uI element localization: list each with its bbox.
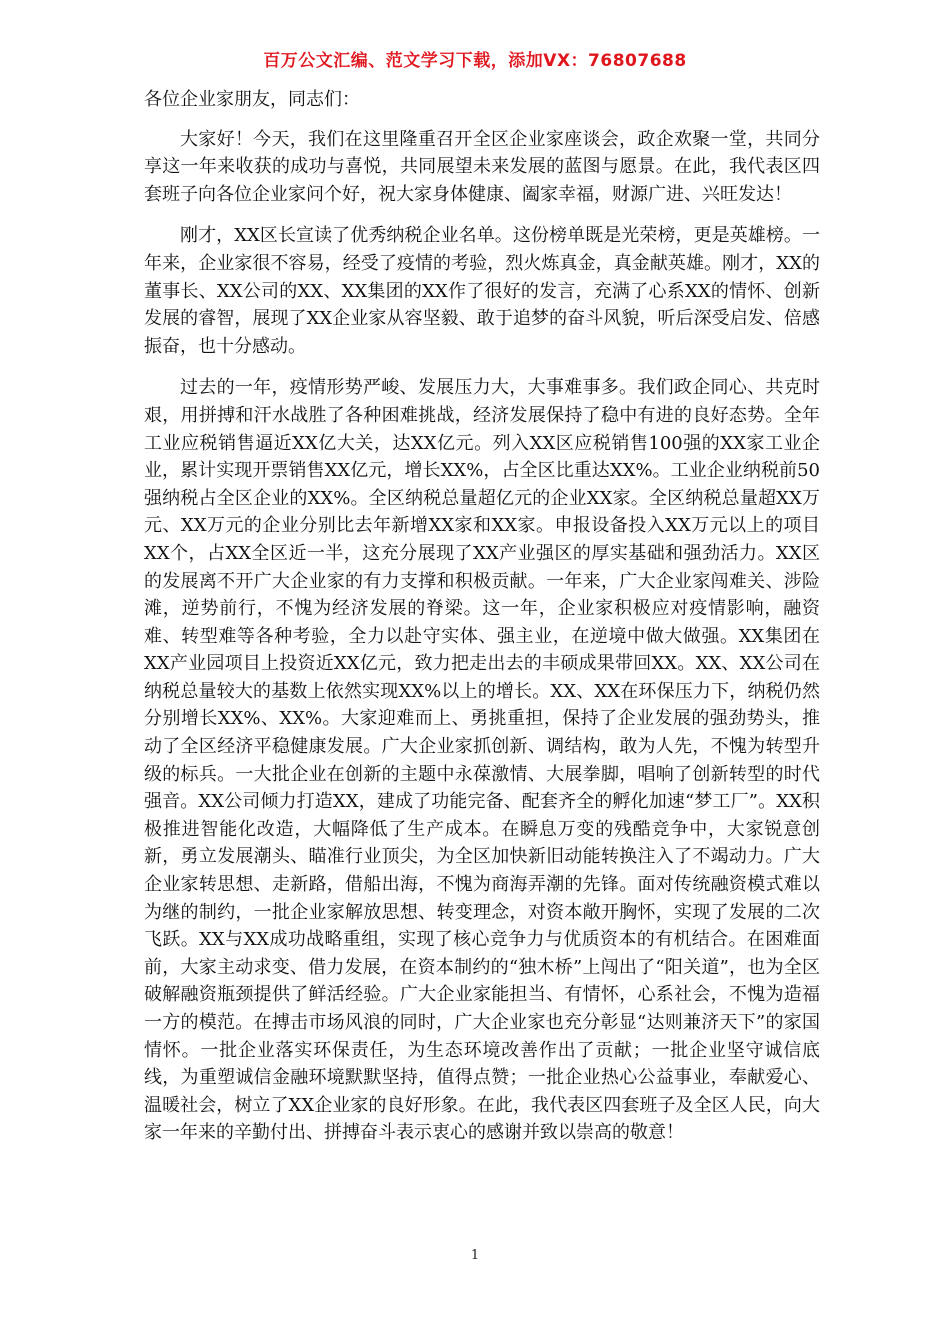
watermark-header: 百万公文汇编、范文学习下载，添加VX：76807688: [263, 51, 687, 71]
document-body: [144, 86, 820, 1161]
page-number: 1: [470, 1248, 480, 1263]
paragraph-honor-list: 刚才，XX区长宣读了优秀纳税企业名单。这份榜单既是光荣榜，更是英雄榜。一年来，企业家很不容易，经受了疫情的考验，烈火炼真金，真金献英雄。刚才，XX的董事长、XX公司的XX、XX集团的XX作了很好的发言，充满了心系XX的情怀、创新发展的睿智，展现了XX企业家从容坚毅、敢于追梦的奋斗风貌，听后深受启发、倍感振奋，也十分感动。: [144, 225, 820, 357]
paragraph-review: 过去的一年，疫情形势严峻、发展压力大，大事难事多。我们政企同心、共克时艰，用拼搏和汗水战胜了各种困难挑战，经济发展保持了稳中有进的良好态势。全年工业应税销售逼近XX亿大关，达XX亿元。列入XX区应税销售100强的XX家工业企业，累计实现开票销售XX亿元，增长XX%，占全区比重达XX%。工业企业纳税前50强纳税占全区企业的XX%。全区纳税总量超亿元的企业XX家。全区纳税总量超XX万元、XX万元的企业分别比去年新增XX家和XX家。申报设备投入XX万元以上的项目XX个，占XX全区近一半，这充分展现了XX产业强区的厚实基础和强劲活力。XX区的发展离不开广大企业家的有力支撑和积极贡献。一年来，广大企业家闯难关、涉险滩，逆势前行，不愧为经济发展的脊梁。这一年，企业家积极应对疫情影响，融资难、转型难等各种考验，全力以赴守实体、强主业，在逆境中做大做强。XX集团在XX产业园项目上投资近XX亿元，致力把走出去的丰硕成果带回XX。XX、XX公司在纳税总量较大的基数上依然实现XX%以上的增长。XX、XX在环保压力下，纳税仍然分别增长XX%、XX%。大家迎难而上、勇挑重担，保持了企业发展的强劲势头，推动了全区经济平稳健康发展。广大企业家抓创新、调结构，敢为人先，不愧为转型升级的标兵。一大批企业在创新的主题中永葆激情、大展拳脚，唱响了创新转型的时代强音。XX公司倾力打造XX，建成了功能完备、配套齐全的孵化加速“梦工厂”。XX积极推进智能化改造，大幅降低了生产成本。在瞬息万变的残酷竞争中，大家锐意创新，勇立发展潮头、瞄准行业顶尖，为全区加快新旧动能转换注入了不竭动力。广大企业家转思想、走新路，借船出海，不愧为商海弄潮的先锋。面对传统融资模式难以为继的制约，一批企业家解放思想、转变理念，对资本敞开胸怀，实现了发展的二次飞跃。XX与XX成功战略重组，实现了核心竞争力与优质资本的有机结合。在困难面前，大家主动求变、借力发展，在资本制约的“独木桥”上闯出了“阳关道”，也为全区破解融资瓶颈提供了鲜活经验。广大企业家能担当、有情怀，心系社会，不愧为造福一方的模范。在搏击市场风浪的同时，广大企业家也充分彰显“达则兼济天下”的家国情怀。一批企业落实环保责任，为生态环境改善作出了贡献；一批企业坚守诚信底线，为重塑诚信金融环境默默坚持，值得点赞；一批企业热心公益事业，奉献爱心、温暖社会，树立了XX企业家的良好形象。在此，我代表区四套班子及全区人民，向大家一年来的辛勤付出、拼搏奋斗表示衷心的感谢并致以崇高的敬意！: [144, 377, 820, 1144]
salutation: 各位企业家朋友，同志们：: [144, 89, 360, 110]
paragraph-greeting: 大家好！今天，我们在这里隆重召开全区企业家座谈会，政企欢聚一堂，共同分享这一年来收获的成功与喜悦，共同展望未来发展的蓝图与愿景。在此，我代表区四套班子向各位企业家问个好，祝大家身体健康、阖家幸福，财源广进、兴旺发达！: [144, 128, 820, 205]
